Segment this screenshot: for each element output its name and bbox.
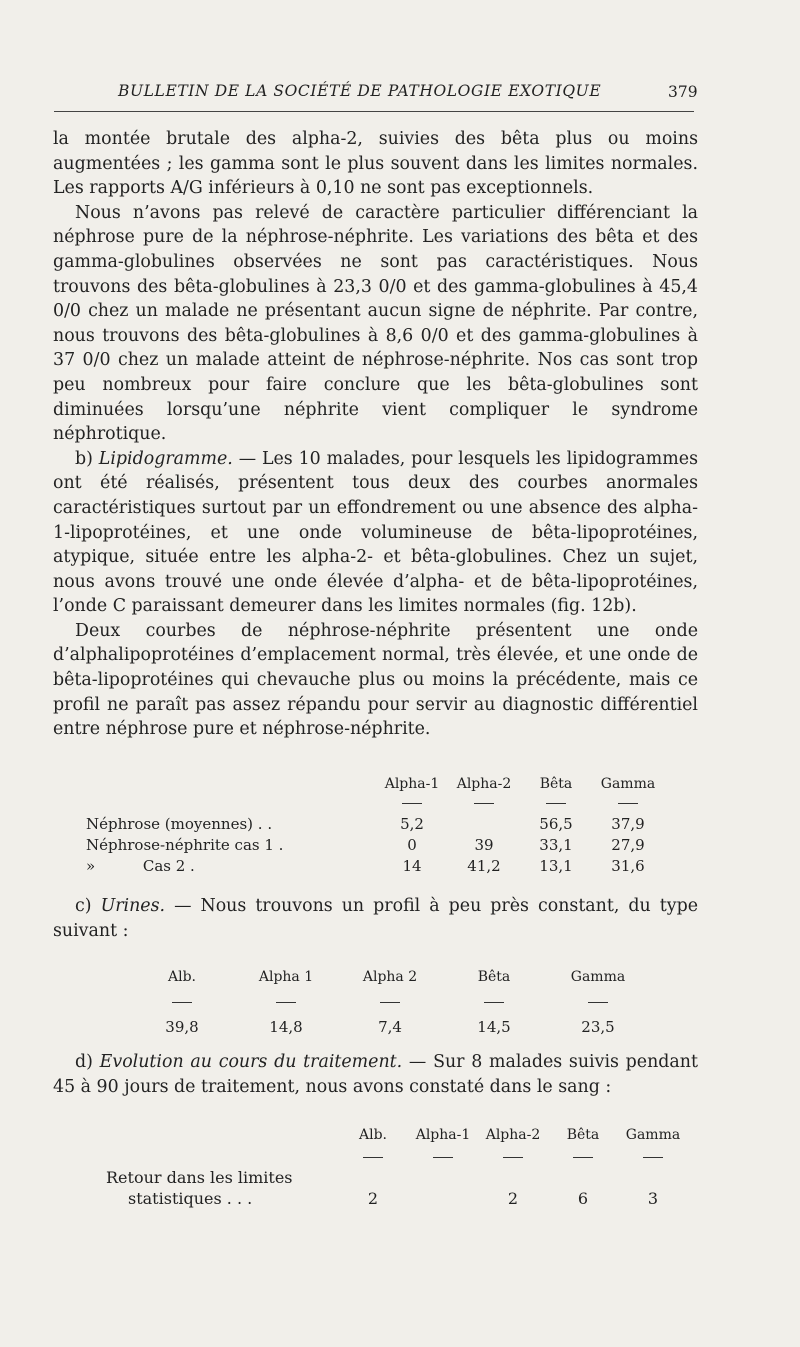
column-header: Gamma bbox=[625, 1127, 681, 1143]
section-prefix: b) bbox=[75, 448, 99, 469]
table-cell: 13,1 bbox=[539, 856, 573, 875]
row-label-line-2: statistiques . . . bbox=[128, 1189, 253, 1208]
running-title: BULLETIN DE LA SOCIÉTÉ DE PATHOLOGIE EXOTIQUE bbox=[118, 82, 602, 100]
row-label-line-1: Retour dans les limites bbox=[106, 1168, 293, 1187]
row-label: Néphrose (moyennes) . . bbox=[86, 814, 273, 833]
paragraph-2: Nous n’avons pas relevé de caractère particulier différenciant la néphrose pure de la néphrose-néphrite. Les variations des bêta et des gamma-globulines observées ne sont pas caractéristiques. Nous trouvons des bêta-globulines à 23,3 0/0 et des gamma-globulines à 45,4 0/0 chez un malade ne présentant aucun signe de néphrite. Par contre, nous trouvons des bêta-globulines à 8,6 0/0 et des gamma-globulines à 37 0/0 chez un malade atteint de néphrose-néphrite. Nos cas sont trop peu nombreux pour faire conclure que les bêta-globulines sont diminuées lorsqu’une néphrite vient compliquer le syndrome néphrotique. bbox=[53, 202, 698, 445]
column-header: Bêta bbox=[566, 1127, 600, 1143]
column-header: Bêta bbox=[539, 776, 573, 792]
column-header: Bêta bbox=[477, 969, 511, 985]
column-header: Alpha-1 bbox=[415, 1127, 471, 1143]
table-cell: 39,8 bbox=[165, 1018, 199, 1036]
table-header-row bbox=[106, 1124, 688, 1146]
section-text: — Nous trouvons un profil à peu près constant, du type suivant : bbox=[53, 896, 699, 941]
table-cell: 27,9 bbox=[611, 835, 645, 854]
table-row bbox=[86, 813, 664, 834]
section-prefix: c) bbox=[75, 896, 101, 916]
paragraph-lipidogramme bbox=[53, 447, 698, 619]
column-header: Alb. bbox=[359, 1127, 387, 1143]
table-cell bbox=[448, 813, 520, 834]
column-header: Alb. bbox=[168, 969, 196, 985]
table-cell: 14,5 bbox=[477, 1018, 511, 1036]
header-rule bbox=[54, 111, 694, 112]
column-header: Alpha-2 bbox=[485, 1127, 541, 1143]
table-header-row bbox=[86, 766, 664, 792]
column-header: Alpha 1 bbox=[258, 969, 314, 985]
dash-row bbox=[130, 988, 650, 1014]
table-cell: 2 bbox=[367, 1189, 379, 1208]
table-cell: 14,8 bbox=[269, 1018, 303, 1036]
table-cell: 37,9 bbox=[611, 814, 645, 833]
column-header: Alpha-1 bbox=[384, 776, 440, 792]
evolution-table bbox=[106, 1124, 688, 1209]
column-header: Gamma bbox=[570, 969, 626, 985]
section-title-urines: Urines. bbox=[100, 896, 166, 916]
dash-row bbox=[86, 792, 664, 813]
table-cell: 2 bbox=[507, 1189, 519, 1208]
main-text bbox=[53, 127, 698, 742]
paragraph-evolution bbox=[53, 1050, 698, 1099]
section-prefix: d) bbox=[75, 1052, 100, 1072]
table-cell: 23,5 bbox=[581, 1018, 615, 1036]
table-cell: 14 bbox=[402, 856, 422, 875]
table-cell: 56,5 bbox=[539, 814, 573, 833]
page-number: 379 bbox=[668, 83, 698, 101]
table-cell: 0 bbox=[407, 835, 417, 854]
table-cell: 5,2 bbox=[400, 814, 424, 833]
row-label: » Cas 2 . bbox=[86, 856, 195, 875]
section-title-evolution: Evolution au cours du traitement. bbox=[99, 1052, 403, 1072]
table-cell bbox=[408, 1188, 478, 1209]
table-row bbox=[86, 855, 664, 876]
column-header: Alpha-2 bbox=[456, 776, 512, 792]
paragraph-urines bbox=[53, 894, 698, 943]
section-title-lipidogramme: Lipidogramme. bbox=[98, 448, 233, 469]
evolution-section bbox=[53, 1050, 698, 1099]
section-text: — Les 10 malades, pour lesquels les lipidogrammes ont été réalisés, présentent tous deux des courbes anormales caractéristiques surtout par un effondrement ou une absence des alpha-1-lipoprotéines, et une onde volumineuse de bêta-lipoprotéines, atypique, située entre les alpha-2- et bêta-globulines. Chez un sujet, nous avons trouvé une onde élevée d’alpha- et de bêta-lipoprotéines, l’onde C paraissant demeurer dans les limites normales (fig. 12b). bbox=[53, 448, 698, 617]
table-row bbox=[106, 1188, 688, 1209]
paragraph-1: la montée brutale des alpha-2, suivies des bêta plus ou moins augmentées ; les gamma sont le plus souvent dans les limites normales. Les rapports A/G inférieurs à 0,10 ne sont pas exceptionnels. bbox=[53, 129, 698, 199]
table-cell: 39 bbox=[474, 835, 494, 854]
table-row bbox=[86, 834, 664, 855]
table-header-row bbox=[130, 966, 650, 988]
column-header: Alpha 2 bbox=[362, 969, 418, 985]
paragraph-4: Deux courbes de néphrose-néphrite présentent une onde d’alphalipoprotéines d’emplacement normal, très élevée, et une onde de bêta-lipoprotéines qui chevauche plus ou moins la précédente, mais ce profil ne paraît pas assez répandu pour servir au diagnostic différentiel entre néphrose pure et néphrose-néphrite. bbox=[53, 620, 698, 740]
table-cell: 6 bbox=[577, 1189, 589, 1208]
table-row bbox=[106, 1167, 688, 1188]
column-header: Gamma bbox=[600, 776, 656, 792]
lipidogram-table bbox=[86, 766, 664, 876]
table-cell: 33,1 bbox=[539, 835, 573, 854]
urines-table bbox=[130, 966, 650, 1040]
section-text: — Sur 8 malades suivis pendant 45 à 90 jours de traitement, nous avons constaté dans le sang : bbox=[53, 1052, 698, 1097]
table-row bbox=[130, 1014, 650, 1040]
urines-section bbox=[53, 894, 698, 943]
table-cell: 31,6 bbox=[611, 856, 645, 875]
table-cell: 7,4 bbox=[378, 1018, 402, 1036]
dash-row bbox=[106, 1146, 688, 1167]
table-cell: 41,2 bbox=[467, 856, 501, 875]
row-label: Néphrose-néphrite cas 1 . bbox=[86, 835, 284, 854]
table-cell: 3 bbox=[647, 1189, 659, 1208]
